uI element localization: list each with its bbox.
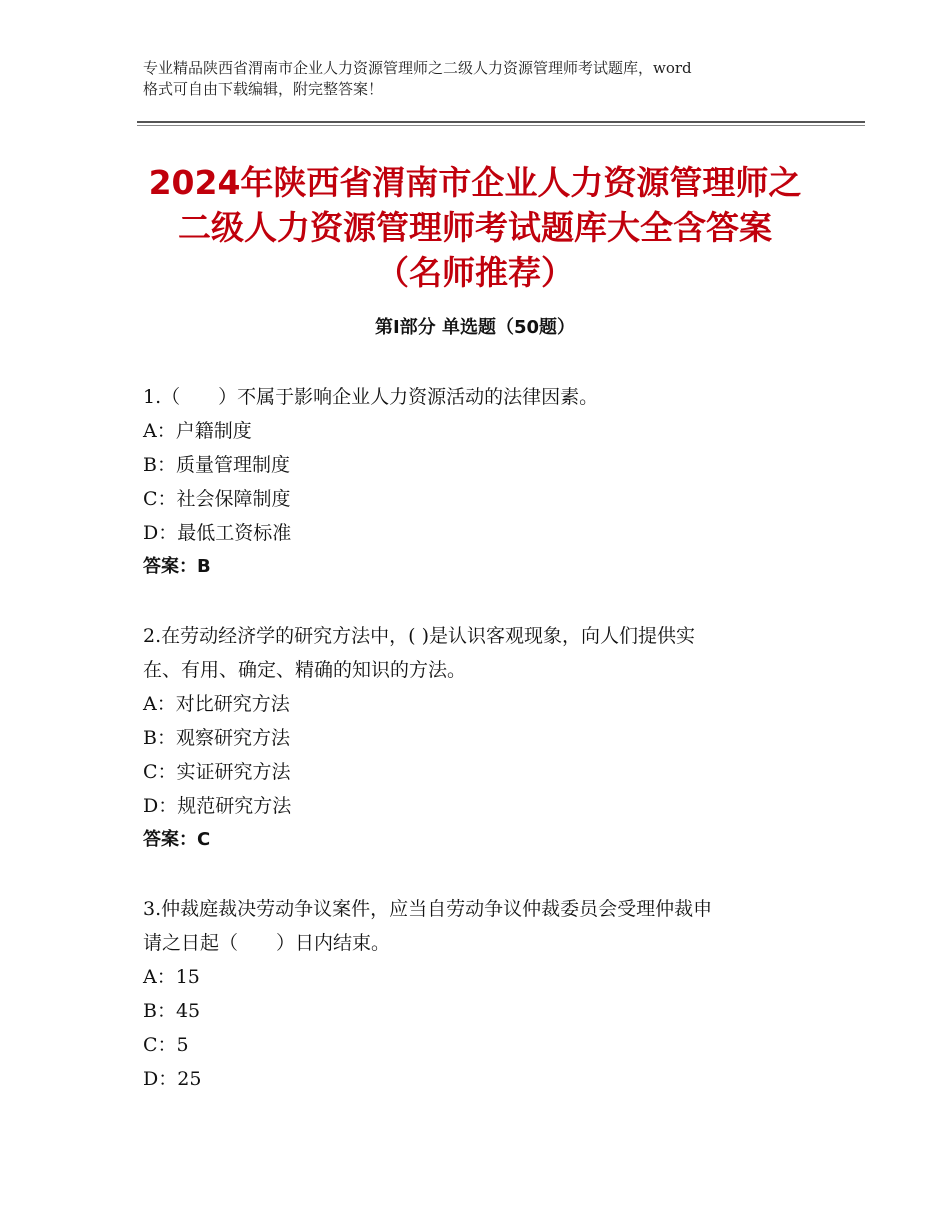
option-b: B：观察研究方法	[143, 727, 290, 749]
option-a: A：户籍制度	[143, 420, 252, 442]
option-b: B：45	[143, 1000, 201, 1022]
option-c: C：5	[143, 1034, 189, 1056]
title-line: 2024年陕西省渭南市企业人力资源管理师之	[148, 163, 802, 202]
option-d: D：最低工资标准	[143, 522, 292, 544]
question-3	[143, 892, 823, 1096]
option-a: A：对比研究方法	[143, 693, 290, 715]
question-1	[143, 380, 823, 584]
option-d: D：规范研究方法	[143, 795, 292, 817]
question-stem: 在、有用、确定、精确的知识的方法。	[143, 659, 467, 681]
option-b: B：质量管理制度	[143, 454, 290, 476]
question-2	[143, 619, 823, 857]
header-note-line: 专业精品陕西省渭南市企业人力资源管理师之二级人力资源管理师考试题库，word	[143, 59, 692, 77]
title-line: （名师推荐）	[376, 253, 574, 292]
header-divider	[137, 121, 865, 123]
title-line: 二级人力资源管理师考试题库大全含答案	[178, 208, 772, 247]
question-stem: 3.仲裁庭裁决劳动争议案件，应当自劳动争议仲裁委员会受理仲裁申	[143, 898, 713, 920]
header-divider-thin	[137, 125, 865, 126]
answer-label: 答案：C	[143, 829, 211, 850]
option-a: A：15	[143, 966, 200, 988]
question-stem: 1.（ ）不属于影响企业人力资源活动的法律因素。	[143, 386, 599, 408]
option-c: C：社会保障制度	[143, 488, 291, 510]
header-note-line: 格式可自由下载编辑，附完整答案！	[143, 80, 384, 98]
question-stem: 2.在劳动经济学的研究方法中，( )是认识客观现象，向人们提供实	[143, 625, 695, 647]
question-stem: 请之日起（ ）日内结束。	[143, 932, 391, 954]
option-d: D：25	[143, 1068, 202, 1090]
section-heading: 第Ⅰ部分 单选题（50题）	[374, 317, 575, 338]
header-note	[143, 58, 833, 100]
option-c: C：实证研究方法	[143, 761, 291, 783]
document-title	[110, 160, 840, 295]
answer-label: 答案：B	[143, 556, 211, 577]
